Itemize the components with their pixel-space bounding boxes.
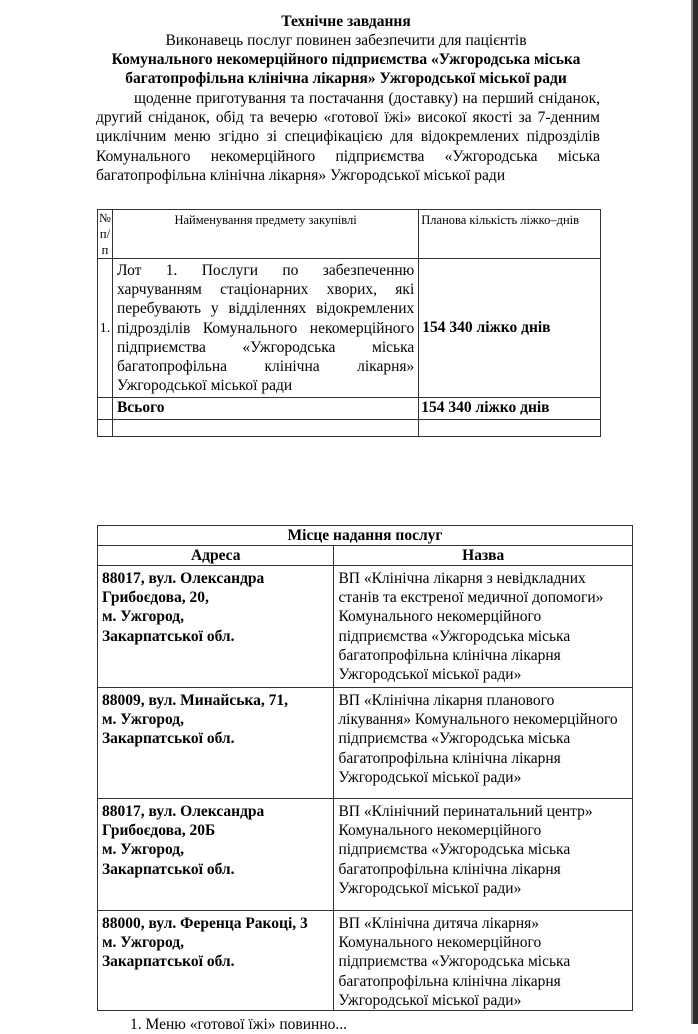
- lot-quantity: 154 340 ліжко днів: [419, 259, 601, 398]
- location-name: [334, 799, 633, 911]
- header-number: № п/п: [99, 211, 111, 257]
- location-address: [98, 799, 334, 911]
- name-line: багатопрофільна клінічна лікарня: [338, 749, 561, 767]
- locations-caption: Місце надання послуг: [98, 526, 633, 546]
- location-address: [98, 688, 334, 799]
- cut-off-footer-text: 1. Меню «готової їжі» повинно...: [130, 1016, 348, 1033]
- name-line: ВП «Клінічна дитяча лікарня»: [338, 915, 539, 932]
- name-line: Комунального некомерційного: [338, 822, 542, 840]
- name-line: підприємства «Ужгородська міська: [338, 841, 571, 859]
- row-number: 1.: [98, 259, 113, 398]
- procurement-table: [97, 209, 601, 437]
- location-address: [98, 566, 334, 688]
- name-line: Комунального некомерційного: [338, 934, 542, 952]
- empty-cell: [98, 420, 113, 437]
- locations-caption-row: [98, 526, 633, 546]
- address-line: м. Ужгород,: [102, 841, 184, 859]
- service-description: щоденне приготування та постачання (доставку) на перший сніданок, другий сніданок, обід та вечерю «готової їжі» високої якості за 7-денним циклічним меню згідно зі специфікацією для відокремлених підрозділів Комунального некомерційного підприємства «Ужгородська міська багатопрофільна клінічна лікарня» Ужгородської міської ради: [96, 90, 600, 184]
- address-line: Закарпатської обл.: [102, 730, 235, 748]
- address-line: 88000, вул. Ференца Ракоці, 3: [102, 915, 308, 932]
- address-line: м. Ужгород,: [102, 608, 184, 626]
- lot-description: Лот 1. Послуги по забезпеченню харчуванням стаціонарних хворих, які перебувають у відділеннях відокремлених підрозділів Комунального некомерційного підприємства «Ужгородська міська багатопрофільна клінічна лікарня» Ужгородської міської ради: [112, 259, 418, 398]
- table-row: [98, 799, 633, 911]
- name-line: багатопрофільна клінічна лікарня: [338, 860, 561, 878]
- total-quantity: 154 340 ліжко днів: [419, 398, 601, 420]
- total-label: Всього: [112, 398, 418, 420]
- document-title: Технічне завдання: [281, 13, 411, 30]
- cut-off-footer-line: [0, 1013, 692, 1033]
- address-line: м. Ужгород,: [102, 934, 184, 952]
- header-address: Адреса: [98, 546, 334, 566]
- procurement-table-header: [98, 210, 601, 259]
- table-row: [98, 911, 633, 1011]
- total-row: [98, 398, 601, 420]
- name-line: Ужгородської міської ради»: [338, 879, 522, 897]
- name-line: ВП «Клінічна лікарня планового: [338, 692, 555, 709]
- table-row: [98, 259, 601, 398]
- name-line: багатопрофільна клінічна лікарня: [338, 646, 561, 664]
- viewer-edge-strip: [693, 0, 698, 1024]
- address-line: Грибоєдова, 20Б: [102, 822, 216, 840]
- empty-row: [98, 420, 601, 437]
- name-line: підприємства «Ужгородська міська: [338, 953, 571, 971]
- name-line: Ужгородської міської ради»: [338, 768, 522, 786]
- location-name: [334, 566, 633, 688]
- name-line: ВП «Клінічна лікарня з невідкладних: [338, 570, 586, 587]
- table-row: [98, 566, 633, 688]
- address-line: 88009, вул. Минайська, 71,: [102, 692, 288, 709]
- organization-name-line-2: багатопрофільна клінічна лікарня» Ужгородської міської ради: [125, 70, 567, 87]
- name-line: підприємства «Ужгородська міська: [338, 627, 571, 645]
- empty-cell: [419, 420, 601, 437]
- address-line: 88017, вул. Олександра: [102, 570, 265, 587]
- empty-cell: [112, 420, 418, 437]
- name-line: лікування» Комунального некомерційного: [338, 711, 618, 729]
- address-line: 88017, вул. Олександра: [102, 803, 265, 820]
- address-line: Закарпатської обл.: [102, 860, 235, 878]
- locations-header-row: [98, 546, 633, 566]
- header-planned-quantity: Планова кількість ліжко–днів: [419, 210, 601, 259]
- address-line: Закарпатської обл.: [102, 953, 235, 971]
- location-address: [98, 911, 334, 1011]
- organization-name: [0, 50, 692, 88]
- document-subtitle: Виконавець послуг повинен забезпечити для пацієнтів: [165, 32, 527, 49]
- location-name: [334, 688, 633, 799]
- name-line: ВП «Клінічний перинатальний центр»: [338, 803, 593, 820]
- name-line: Комунального некомерційного: [338, 608, 542, 626]
- service-locations-table: [97, 525, 633, 1011]
- organization-name-line-1: Комунального некомерційного підприємства «Ужгородська міська: [111, 51, 581, 68]
- name-line: багатопрофільна клінічна лікарня: [338, 972, 561, 990]
- address-line: Закарпатської обл.: [102, 627, 235, 645]
- name-line: Ужгородської міської ради»: [338, 991, 522, 1009]
- name-line: станів та екстреної медичної допомоги»: [338, 589, 604, 607]
- header-name: Назва: [334, 546, 633, 566]
- address-line: м. Ужгород,: [102, 711, 184, 729]
- header-item-name: Найменування предмету закупівлі: [112, 210, 418, 259]
- address-line: Грибоєдова, 20,: [102, 589, 209, 607]
- total-number-cell: [98, 398, 113, 420]
- name-line: підприємства «Ужгородська міська: [338, 730, 571, 748]
- location-name: [334, 911, 633, 1011]
- table-row: [98, 688, 633, 799]
- name-line: Ужгородської міської ради»: [338, 666, 522, 684]
